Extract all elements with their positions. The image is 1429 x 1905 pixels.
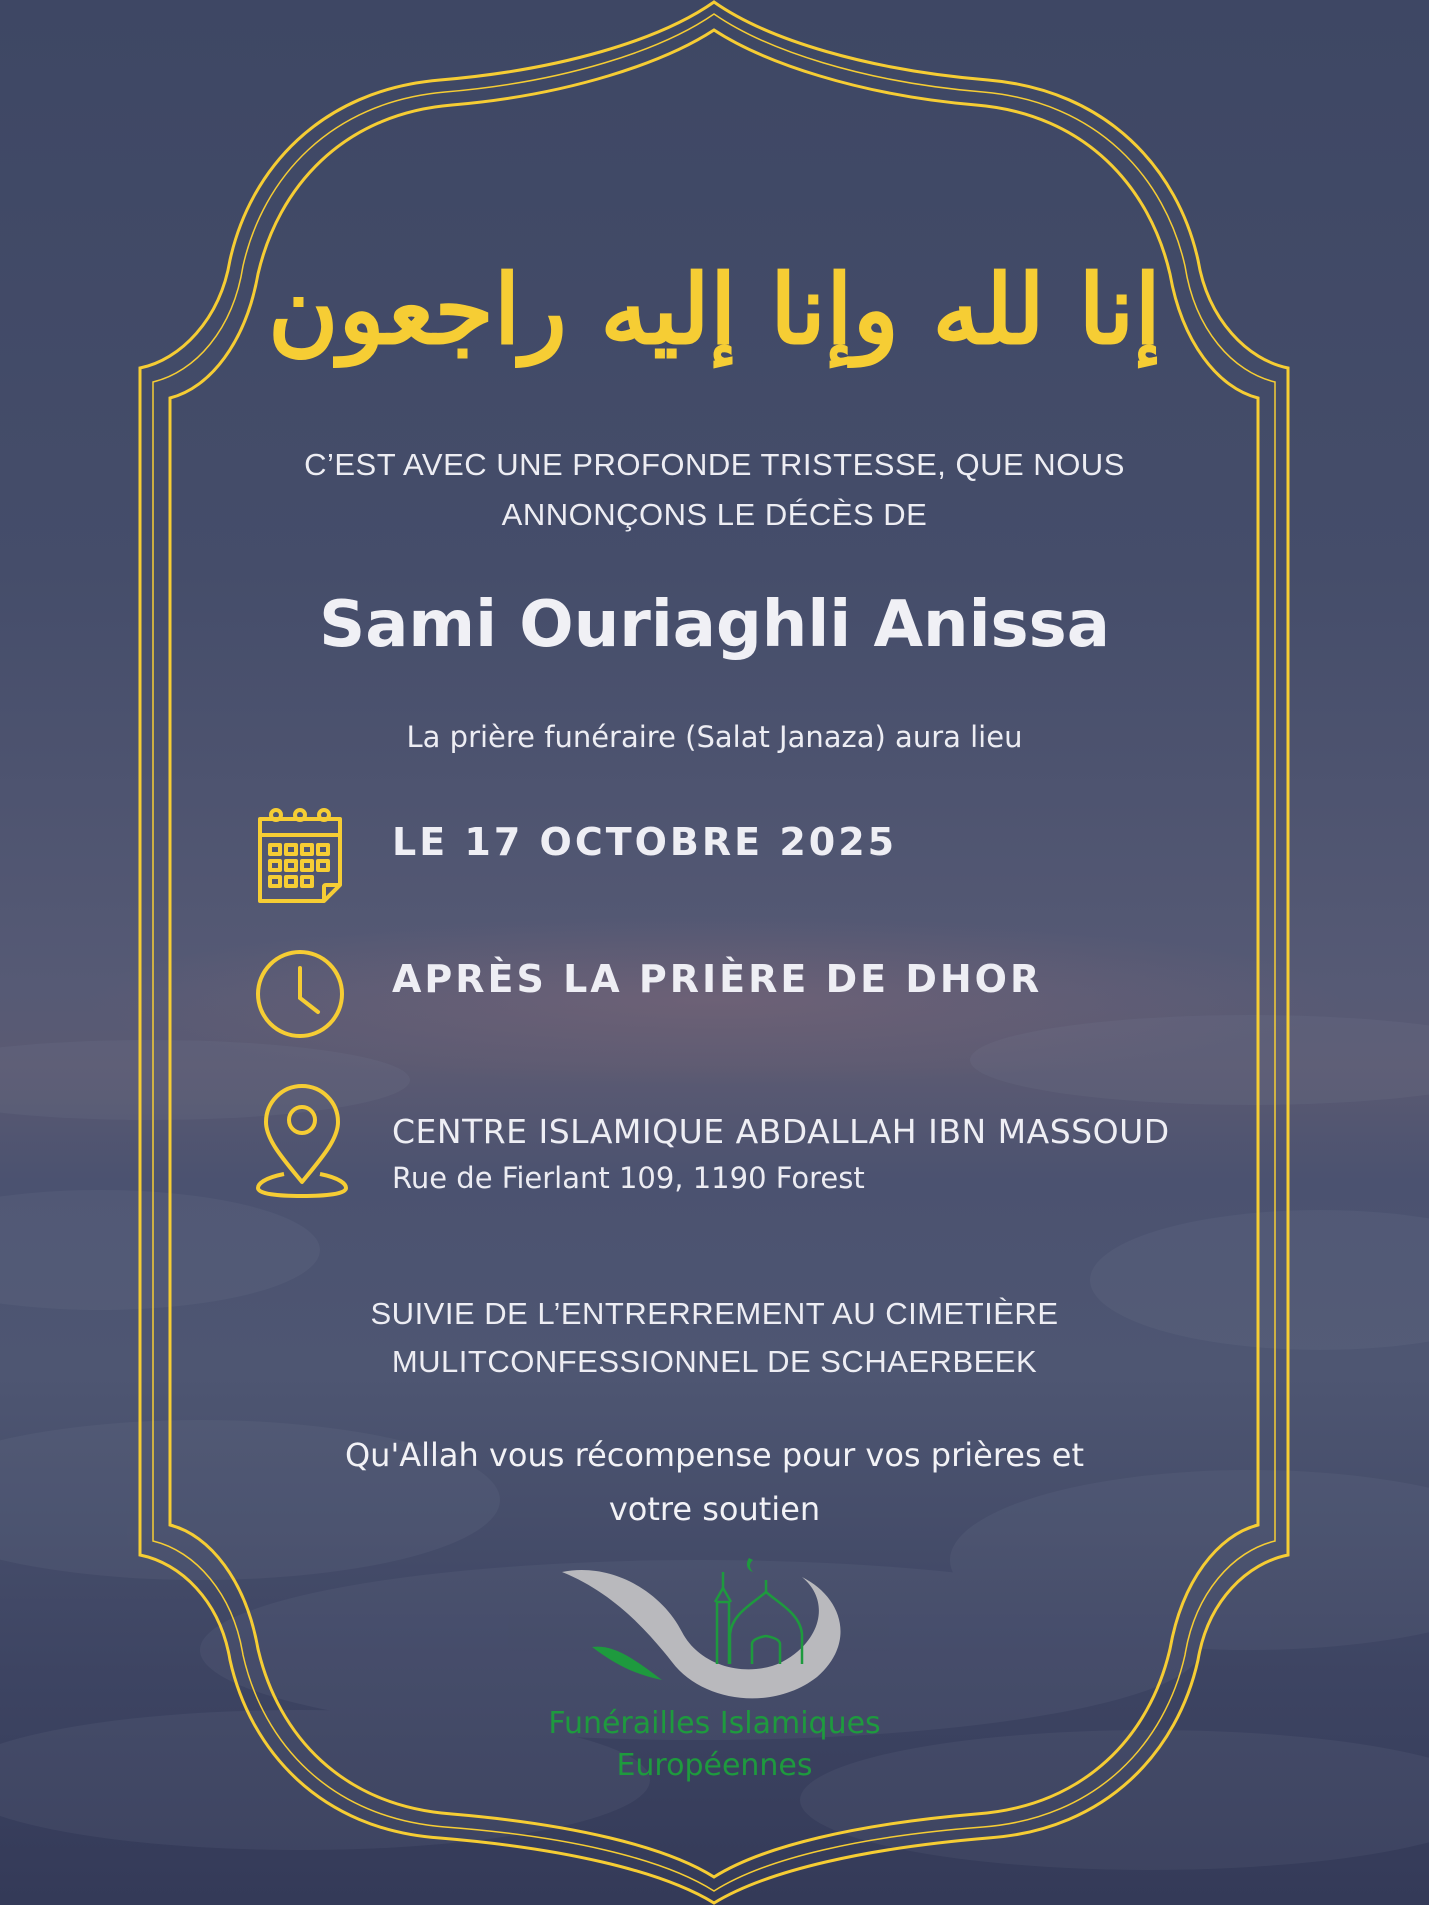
venue-name: CENTRE ISLAMIQUE ABDALLAH IBN MASSOUD — [392, 1112, 1170, 1151]
arabic-calligraphy: إنا لله وإنا إليه راجعون — [268, 253, 1161, 366]
funeral-time: APRÈS LA PRIÈRE DE DHOR — [392, 957, 1043, 1001]
organization-name — [0, 1703, 1429, 1787]
thanks-message — [0, 1428, 1429, 1536]
thanks-line-1: Qu'Allah vous récompense pour vos prières et — [344, 1436, 1085, 1474]
deceased-name: Sami Ouriaghli Anissa — [319, 588, 1110, 662]
location-pin-icon — [254, 1082, 350, 1198]
announcement-text — [0, 440, 1429, 540]
burial-line-1: SUIVIE DE L’ENTRERREMENT AU CIMETIÈRE — [370, 1296, 1059, 1331]
prayer-info: La prière funéraire (Salat Janaza) aura lieu — [406, 720, 1023, 754]
announcement-line-2: ANNONÇONS LE DÉCÈS DE — [501, 497, 928, 532]
organization-name-line-2: Européennes — [616, 1748, 813, 1783]
thanks-line-2: votre soutien — [608, 1490, 821, 1528]
clock-icon — [254, 948, 346, 1040]
organization-name-line-1: Funérailles Islamiques — [548, 1706, 881, 1741]
burial-line-2: MULITCONFESSIONNEL DE SCHAERBEEK — [391, 1344, 1038, 1379]
organization-logo — [552, 1552, 862, 1702]
venue-address: Rue de Fierlant 109, 1190 Forest — [392, 1161, 865, 1195]
burial-info — [0, 1290, 1429, 1386]
calendar-icon — [254, 805, 346, 905]
announcement-line-1: C’EST AVEC UNE PROFONDE TRISTESSE, QUE NOUS — [304, 447, 1125, 482]
funeral-date: LE 17 OCTOBRE 2025 — [392, 820, 898, 864]
